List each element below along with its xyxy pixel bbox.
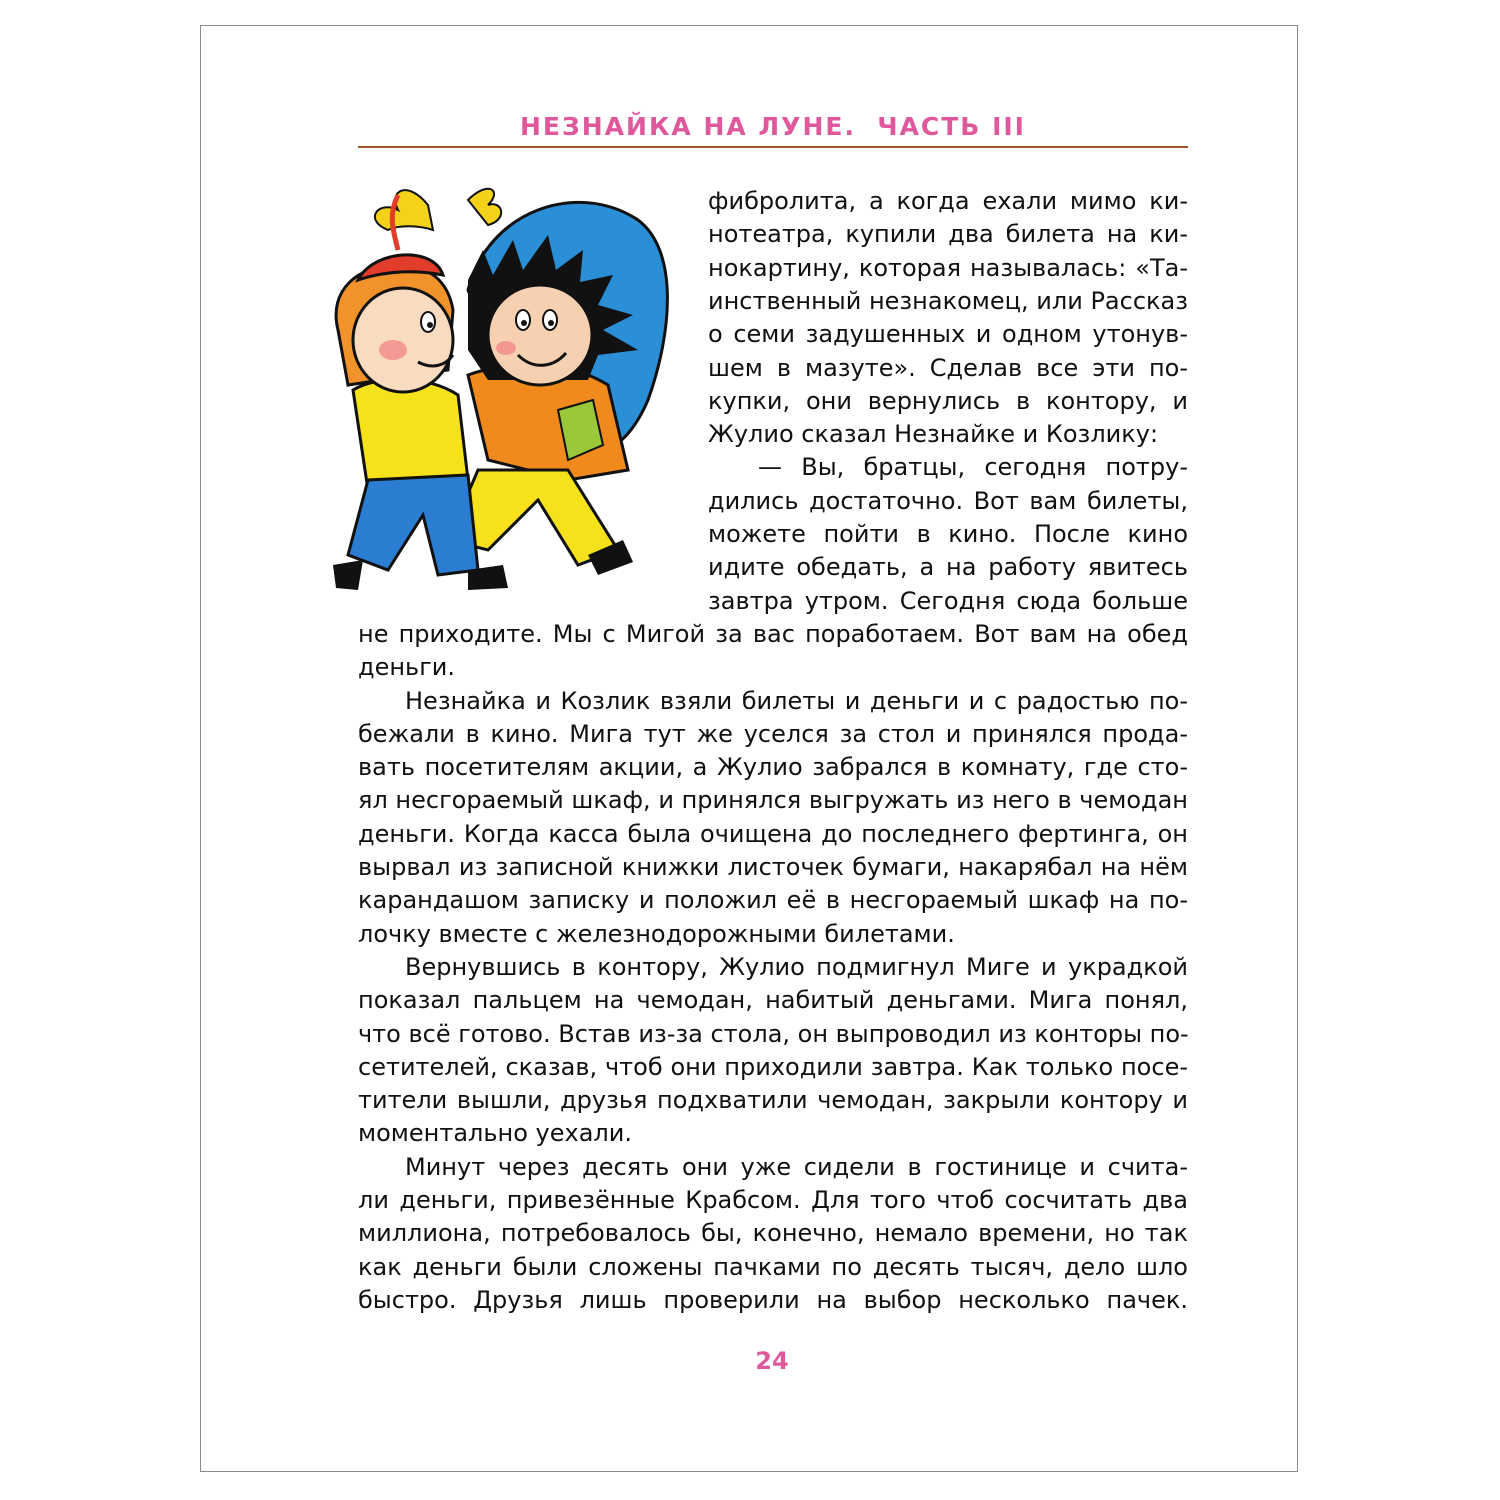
text-line: карандашом записку и положил её в несгораемый шкаф на по- (358, 886, 1188, 915)
illustration-two-characters (318, 170, 690, 602)
text-line: моментально уехали. (358, 1119, 632, 1148)
header-rule (358, 146, 1188, 148)
text-line: лочку вместе с железнодорожными билетами. (358, 919, 955, 948)
text-line: Незнайка и Козлик взяли билеты и деньги и с радостью по- (405, 686, 1188, 715)
text-line: фибролита, а когда ехали мимо ки- (708, 187, 1188, 215)
text-line: купки, они вернулись в контору, и (708, 386, 1188, 415)
text-line: о семи задушенных и одном утонув- (708, 320, 1188, 349)
text-line: деньги. Когда касса была очищена до последнего фертинга, он (358, 819, 1188, 848)
text-line: шем в мазуте». Сделав все эти по- (708, 353, 1188, 382)
text-line: тители вышли, друзья подхватили чемодан, закрыли контору и (358, 1086, 1188, 1115)
text-line: можете пойти в кино. После кино (708, 520, 1188, 548)
page-number: 24 (755, 1347, 789, 1375)
text-line: завтра утром. Сегодня сюда больше (708, 586, 1188, 615)
text-line: Минут через десять они уже сидели в гостинице и счита- (405, 1152, 1188, 1181)
text-line: что всё готово. Встав из-за стола, он выпроводил из конторы по- (358, 1019, 1189, 1048)
text-line: сетителей, сказав, чтоб они приходили завтра. Как только посе- (358, 1052, 1188, 1081)
text-line: ли деньги, привезённые Крабсом. Для того чтоб сосчитать два (358, 1186, 1188, 1214)
text-line: как деньги были сложены пачками по десять тысяч, дело шло (358, 1252, 1188, 1281)
text-line: вать посетителям акции, а Жулио забрался в комнату, где сто- (358, 753, 1188, 782)
text-line: дились достаточно. Вот вам билеты, (708, 486, 1188, 515)
text-line: ял несгораемый шкаф, и принялся выгружать из него в чемодан (358, 786, 1188, 815)
text-line: идите обедать, а на работу явитесь (708, 553, 1188, 582)
text-line: нокартину, которая называлась: «Та- (708, 253, 1188, 282)
text-line: бежали в кино. Мига тут же уселся за стол и принялся прода- (358, 719, 1188, 748)
text-line: Жулио сказал Незнайке и Козлику: (708, 420, 1159, 449)
text-line: не приходите. Мы с Мигой за вас поработаем. Вот вам на обед (358, 619, 1188, 648)
running-header: НЕЗНАЙКА НА ЛУНЕ. ЧАСТЬ III (520, 112, 1026, 141)
text-line: быстро. Друзья лишь проверили на выбор несколько пачек. (358, 1285, 1188, 1314)
text-line: Вернувшись в контору, Жулио подмигнул Миге и украдкой (405, 952, 1188, 981)
text-line: нотеатра, купили два билета на ки- (708, 220, 1188, 249)
text-line: — Вы, братцы, сегодня потру- (758, 453, 1188, 482)
text-line: вырвал из записной книжки листочек бумаги, накарябал на нём (358, 853, 1188, 881)
text-line: миллиона, потребовалось бы, конечно, немало времени, но так (358, 1219, 1188, 1248)
text-line: инственный незнакомец, или Рассказ (708, 286, 1188, 315)
text-line: показал пальцем на чемодан, набитый деньгами. Мига понял, (358, 986, 1188, 1015)
text-line: деньги. (358, 653, 456, 682)
